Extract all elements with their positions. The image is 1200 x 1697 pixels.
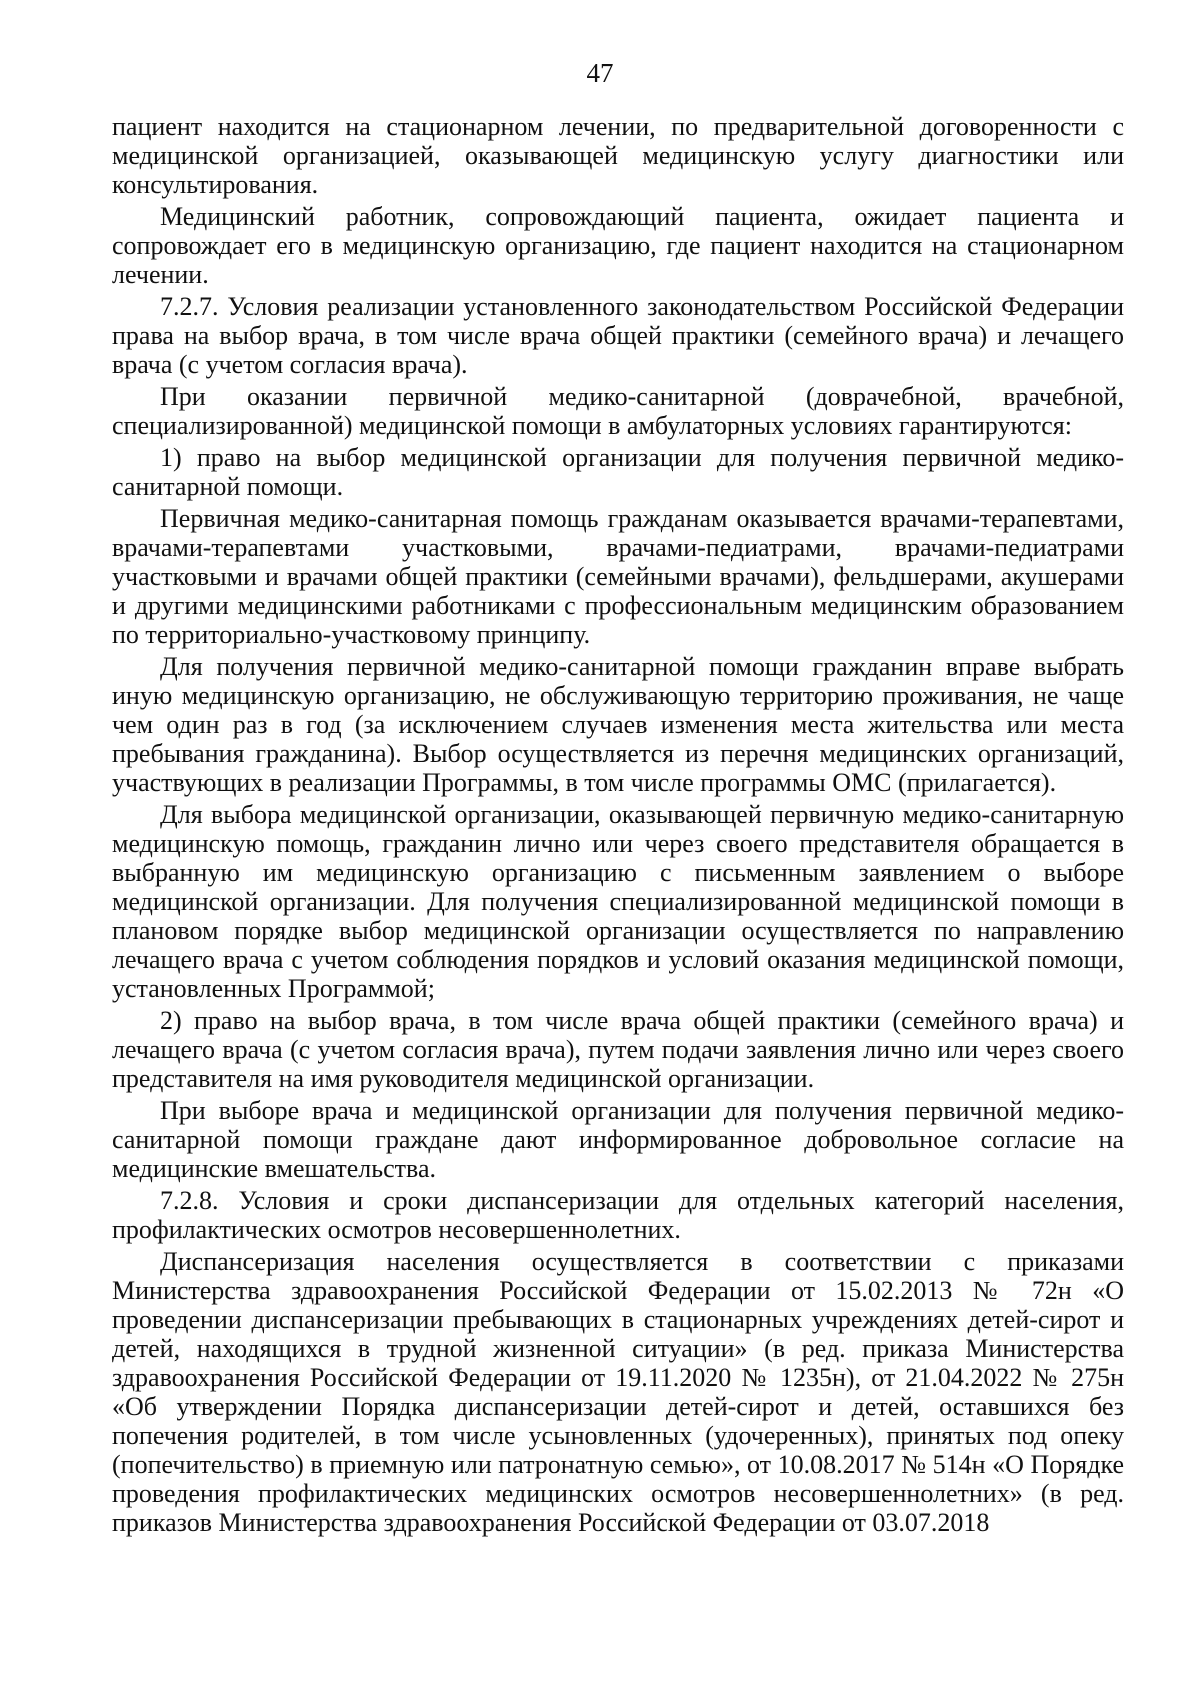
section-heading-7-2-7: 7.2.7. Условия реализации установленного законодательством Российской Федерации права на выбор врача, в том числе врача общей практики (семейного врача) и лечащего врача (с учетом согласия врача). (112, 292, 1124, 379)
paragraph: При выборе врача и медицинской организации для получения первичной медико-санитарной помощи граждане дают информированное добровольное согласие на медицинские вмешательства. (112, 1096, 1124, 1183)
page-number: 47 (586, 58, 614, 88)
list-item-2: 2) право на выбор врача, в том числе врача общей практики (семейного врача) и лечащего врача (с учетом согласия врача), путем подачи заявления лично или через своего представителя на имя руководителя медицинской организации. (112, 1006, 1124, 1093)
paragraph-continuation: пациент находится на стационарном лечении, по предварительной договоренности с медицинской организацией, оказывающей медицинскую услугу диагностики или консультирования. (112, 112, 1124, 199)
paragraph: При оказании первичной медико-санитарной (доврачебной, врачебной, специализированной) медицинской помощи в амбулаторных условиях гарантируются: (112, 382, 1124, 440)
paragraph: Медицинский работник, сопровождающий пациента, ожидает пациента и сопровождает его в медицинскую организацию, где пациент находится на стационарном лечении. (112, 202, 1124, 289)
section-heading-7-2-8: 7.2.8. Условия и сроки диспансеризации для отдельных категорий населения, профилактических осмотров несовершеннолетних. (112, 1186, 1124, 1244)
paragraph: Первичная медико-санитарная помощь гражданам оказывается врачами-терапевтами, врачами-терапевтами участковыми, врачами-педиатрами, врачами-педиатрами участковыми и врачами общей практики (семейными врачами), фельдшерами, акушерами и другими медицинскими работниками с профессиональным медицинским образованием по территориально-участковому принципу. (112, 504, 1124, 649)
list-item-1: 1) право на выбор медицинской организации для получения первичной медико-санитарной помощи. (112, 443, 1124, 501)
document-body (112, 112, 1124, 1540)
paragraph: Для получения первичной медико-санитарной помощи гражданин вправе выбрать иную медицинскую организацию, не обслуживающую территорию проживания, не чаще чем один раз в год (за исключением случаев изменения места жительства или места пребывания гражданина). Выбор осуществляется из перечня медицинских организаций, участвующих в реализации Программы, в том числе программы ОМС (прилагается). (112, 652, 1124, 797)
paragraph: Диспансеризация населения осуществляется в соответствии с приказами Министерства здравоохранения Российской Федерации от 15.02.2013 № 72н «О проведении диспансеризации пребывающих в стационарных учреждениях детей-сирот и детей, находящихся в трудной жизненной ситуации» (в ред. приказа Министерства здравоохранения Российской Федерации от 19.11.2020 № 1235н), от 21.04.2022 № 275н «Об утверждении Порядка диспансеризации детей-сирот и детей, оставшихся без попечения родителей, в том числе усыновленных (удочеренных), принятых под опеку (попечительство) в приемную или патронатную семью», от 10.08.2017 № 514н «О Порядке проведения профилактических медицинских осмотров несовершеннолетних» (в ред. приказов Министерства здравоохранения Российской Федерации от 03.07.2018 (112, 1247, 1124, 1537)
paragraph: Для выбора медицинской организации, оказывающей первичную медико-санитарную медицинскую помощь, гражданин лично или через своего представителя обращается в выбранную им медицинскую организацию с письменным заявлением о выборе медицинской организации. Для получения специализированной медицинской помощи в плановом порядке выбор медицинской организации осуществляется по направлению лечащего врача с учетом соблюдения порядков и условий оказания медицинской помощи, установленных Программой; (112, 800, 1124, 1003)
